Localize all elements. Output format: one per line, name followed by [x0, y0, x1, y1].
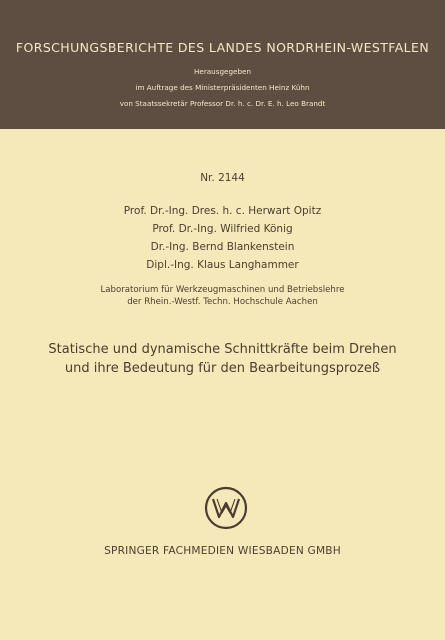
editor-line-1: Herausgegeben — [194, 67, 251, 76]
issue-number: Nr. 2144 — [200, 172, 245, 184]
author-2: Prof. Dr.-Ing. Wilfried König — [152, 223, 293, 235]
institution-line-2: der Rhein.-Westf. Techn. Hochschule Aachen — [127, 297, 318, 307]
publisher-logo-icon — [204, 486, 248, 530]
author-4: Dipl.-Ing. Klaus Langhammer — [146, 259, 299, 271]
author-3: Dr.-Ing. Bernd Blankenstein — [150, 241, 295, 253]
publisher-name: SPRINGER FACHMEDIEN WIESBADEN GMBH — [104, 545, 341, 557]
editor-line-2: im Auftrage des Ministerpräsidenten Heinz Kühn — [135, 83, 310, 92]
editor-line-3: von Staatssekretär Professor Dr. h. c. Dr. E. h. Leo Brandt — [119, 99, 326, 108]
book-title-line-1: Statische und dynamische Schnittkräfte beim Drehen — [48, 342, 397, 357]
institution-line-1: Laboratorium für Werkzeugmaschinen und Betriebslehre — [100, 285, 345, 295]
book-title-line-2: und ihre Bedeutung für den Bearbeitungsprozeß — [64, 361, 381, 376]
series-title: FORSCHUNGSBERICHTE DES LANDES NORDRHEIN-WESTFALEN — [15, 40, 430, 55]
series-header-band — [0, 0, 445, 129]
author-1: Prof. Dr.-Ing. Dres. h. c. Herwart Opitz — [123, 205, 322, 217]
